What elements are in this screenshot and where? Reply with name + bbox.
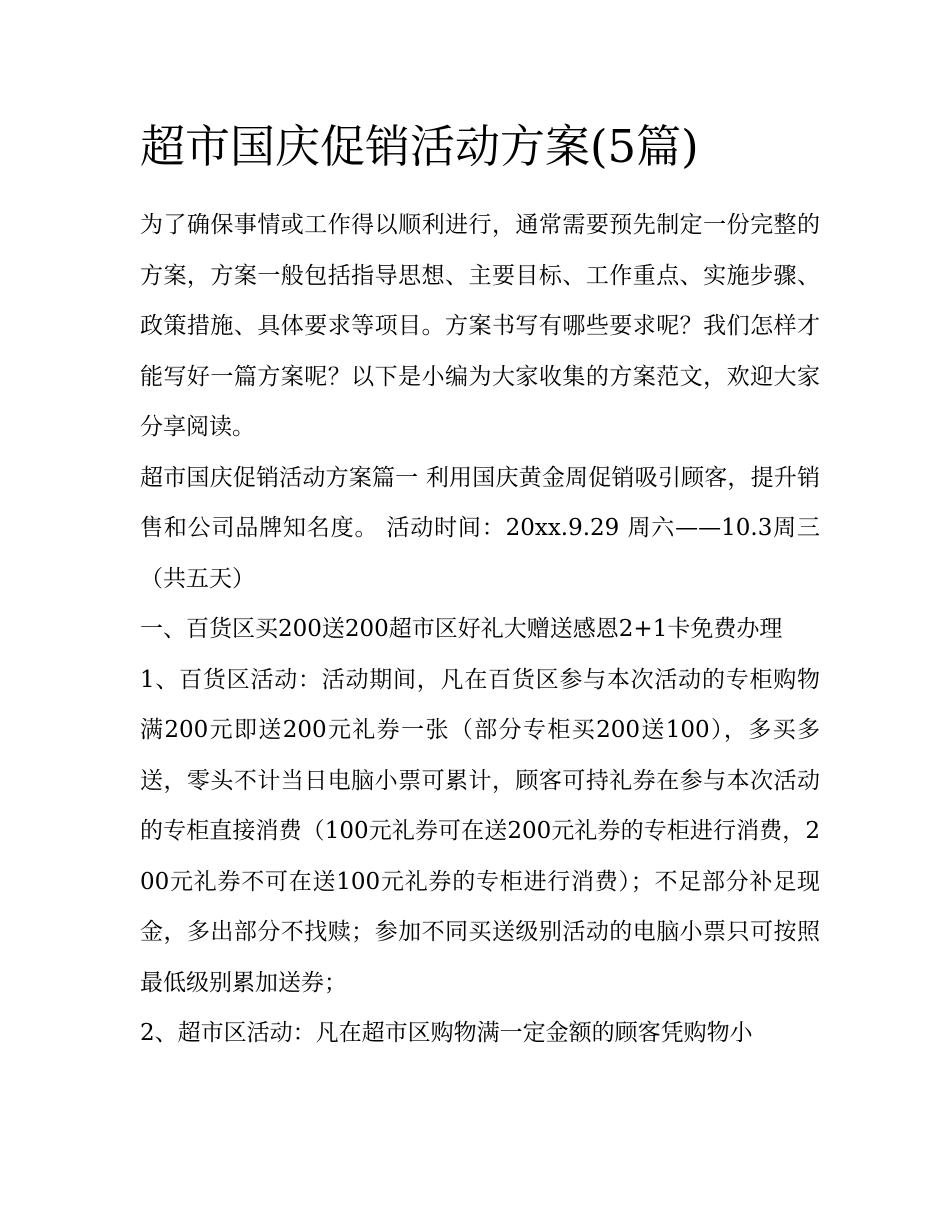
department-activity-paragraph: 1、百货区活动：活动期间，凡在百货区参与本次活动的专柜购物满200元即送200元礼券一张（部分专柜买200送100），多买多送，零头不计当日电脑小票可累计，顾客可持礼券在参与本次活动的专柜直接消费（100元礼券可在送200元礼券的专柜进行消费，200元礼券不可在送100元礼券的专柜进行消费）；不足部分补足现金，多出部分不找赎；参加不同买送级别活动的电脑小票只可按照最低级别累加送券； [140,666,820,996]
intro-paragraph: 为了确保事情或工作得以顺利进行，通常需要预先制定一份完整的方案，方案一般包括指导思想、主要目标、工作重点、实施步骤、政策措施、具体要求等项目。方案书写有哪些要求呢？我们怎样才能写好一篇方案呢？以下是小编为大家收集的方案范文，欢迎大家分享阅读。 [140,212,820,440]
section-one-heading: 一、百货区买200送200超市区好礼大赠送感恩2+1卡免费办理 [140,616,783,642]
supermarket-activity-paragraph: 2、超市区活动：凡在超市区购物满一定金额的顾客凭购物小 [140,1020,753,1046]
document-body [140,112,820,1059]
plan-one-paragraph: 超市国庆促销活动方案篇一 利用国庆黄金周促销吸引顾客，提升销售和公司品牌知名度。 活动时间：20xx.9.29 周六——10.3周三（共五天） [140,464,820,592]
document-title: 超市国庆促销活动方案(5篇) [140,120,699,173]
